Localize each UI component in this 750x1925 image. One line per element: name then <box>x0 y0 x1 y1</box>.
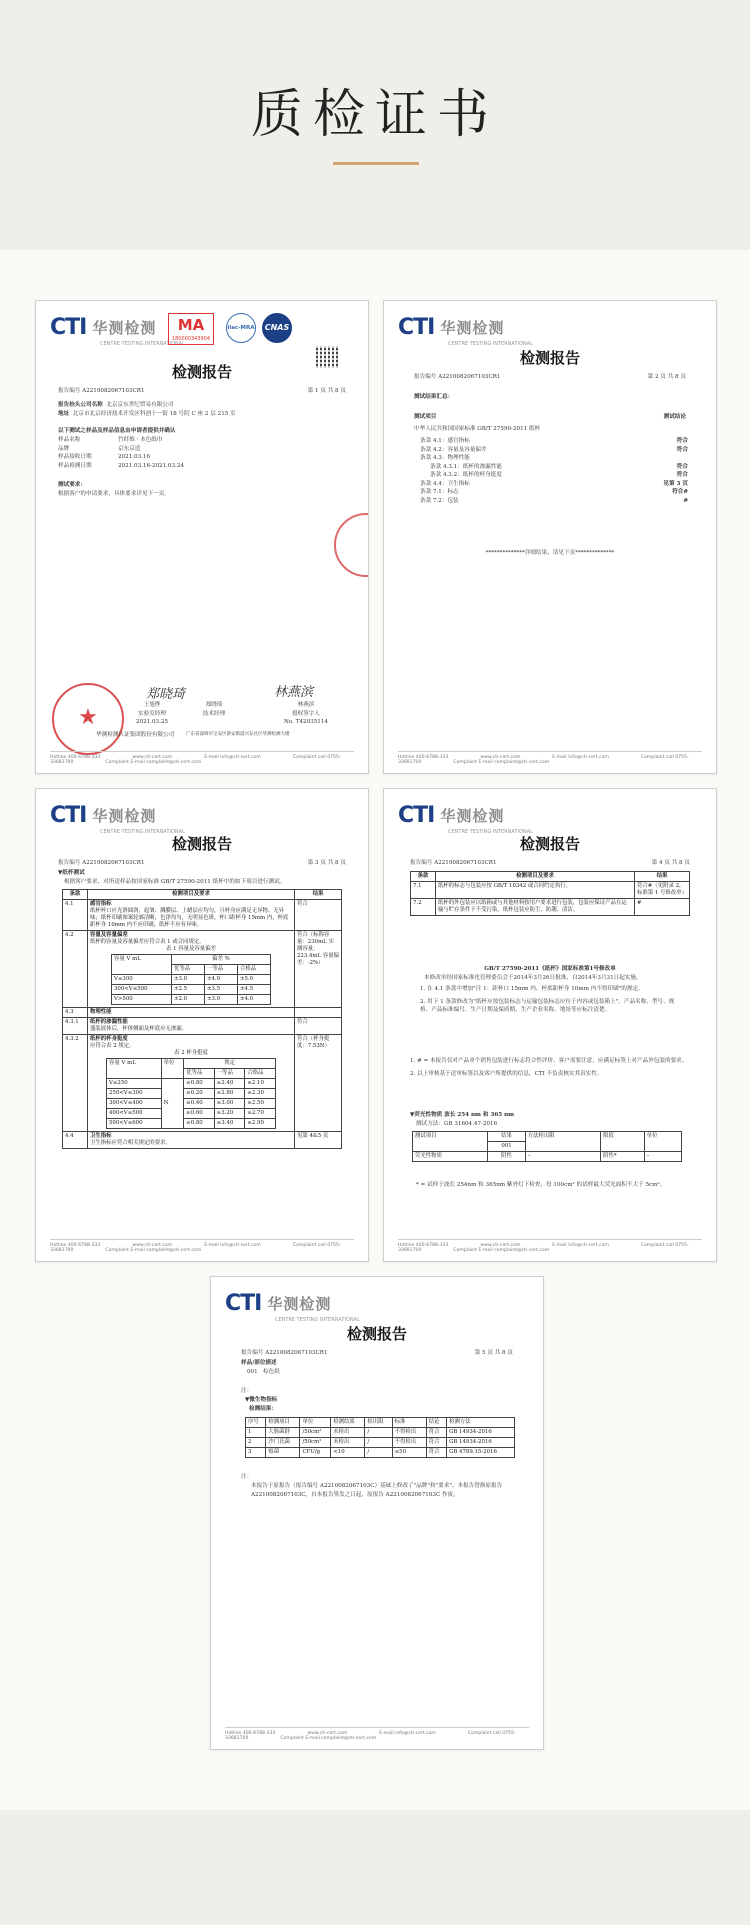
company-line: 华测检测认证集团股份有限公司 <box>96 732 175 738</box>
label-results-table: 条款 检测项目及要求 结果 7.1 纸杯的标志与包装应按 GB/T 10342 或合同约定执行。 符合#（见附录 2，标准第 1 号修改单） 7.2 纸杯的外包装应以纸箱或与其他材料按用户要求进行包装，包装应保证产品在运输与贮存条件下不受污染，纸杯包装应防尘、防潮、清洁。 # <box>410 871 690 916</box>
report-title: 检测报告 <box>519 349 580 367</box>
fluorescence-method: 测试方法：GB 31604.47-2016 <box>416 1121 498 1127</box>
report-number: 报告编号 A2210082067103CR1 <box>241 1350 328 1356</box>
table-row: 2 沙门氏菌 /50cm² 未检出 / 不得检出 符合 GB 14934-2016 <box>246 1438 515 1448</box>
report-page-3 <box>35 788 369 1262</box>
cti-logo-sub: CENTRE TESTING INTERNATIONAL <box>448 341 533 347</box>
report-footer: Hotline 400-6788-333 www.cti-cert.com E-mail info@cti-cert.com Complaint call 0755-33681700 Complaint E-mail complaint@cti-cert.com <box>225 1727 529 1741</box>
report-footer: Hotline 400-6788-333 www.cti-cert.com E-mail info@cti-cert.com Complaint call 0755-33681700 Complaint E-mail complaint@cti-cert.com <box>398 751 702 765</box>
page-number: 第 5 页 共 8 页 <box>474 1350 513 1356</box>
applicant-name: 北京京东世纪贸易有限公司 <box>106 402 174 408</box>
fluorescence-title: ▼荧光性物质 波长 254 nm 和 365 nm <box>410 1112 515 1118</box>
note-label: 注： <box>241 1388 253 1394</box>
report-number: 报告编号 A2210082067103CR1 <box>58 388 145 394</box>
report-footer: Hotline 400-6788-333 www.cti-cert.com E-mail info@cti-cert.com Complaint call 0755-33681700 Complaint E-mail complaint@cti-cert.com <box>50 751 354 765</box>
cti-logo: CTI 华测检测 <box>225 1290 332 1316</box>
table-row: 3 霉菌 CFU/g <10 / ≤50 符合 GB 4789.15-2016 <box>246 1448 515 1458</box>
requirement-text: 根据客户的申请要求，具体要求详见下一页。 <box>58 491 170 497</box>
report-number: 报告编号 A2210082067103CR1 <box>58 860 145 866</box>
report-number: 报告编号 A2210082067103CR1 <box>414 374 501 380</box>
amendment-items: 1. 在 4.1 条款中增加"注 1：距杯口 15mm 内，杯底距杯身 10mm 内不得印刷"的规定。 2. 用下 1 条款修改为"纸杯应按包装标志与运输包装标志应位于内容或包装箱上"。产品名称、型号、规格、产品标准编号、生产日期及保质期、生产企业名称、地址等应标注清楚。 <box>420 986 675 1013</box>
sample-label: 样品/部位描述 <box>241 1360 277 1366</box>
sample-info-title: 以下测试之样品及样品信息由申请者提供并确认 <box>58 428 176 434</box>
report-title: 检测报告 <box>171 835 232 853</box>
page-footer-band <box>0 1810 750 1925</box>
stiffness-table: 容量 V mL 单位 规定 优等品 一等品 合格品 V≤250 N ≥0.80 ≥2.40 ≥2.10 250<V≤300 ≥0.20 ≥2.80 ≥2.30 300<V≤400 ≥0.40 ≥3.00 ≥2.50 400<V≤500 ≥0.60 ≥3.20 ≥2.70 500<V≤600 ≥0.80 ≥3.40 ≥2.90 <box>106 1058 276 1129</box>
address-line: 广东省深圳市宝安区新安街道兴东社区华测检测大楼 <box>186 732 290 737</box>
signature-1: 郑晓琦 <box>146 687 186 702</box>
cma-badge: MA 180000343904 <box>168 313 214 345</box>
signer-2: 郑晓琦 技术经理 <box>202 702 226 717</box>
page-title: 质检证书 <box>250 85 499 145</box>
remark-label: 注： <box>241 1474 253 1480</box>
section-intro: 根据客户要求，对所送样品按国家标准 GB/T 27590-2011 纸杯中的如下项目进行测试。 <box>64 879 286 885</box>
cti-logo-sub: CENTRE TESTING INTERNATIONAL <box>100 829 185 835</box>
fluorescence-table: 测试项目 结果 方法检出限 限值 单位 001 荧光性物质 阴性 – 阴性* – <box>412 1131 682 1162</box>
capacity-table: 容量 V mL 偏差 % 优等品 一等品 合格品 V≤300 ±3.0 ±4.0 ±5.0 300<V≤500 ±2.5 ±3.5 ±4.5 V>500 ±2.0 ±3.0 ±4.0 <box>111 954 271 1005</box>
cti-logo: CTI 华测检测 <box>50 802 157 828</box>
signer-3: 林燕滨 授权签字人 No. T42035114 <box>284 702 328 725</box>
cti-logo-sub: CENTRE TESTING INTERNATIONAL <box>100 341 185 347</box>
report-page-1 <box>35 300 369 774</box>
signature-2: 林燕滨 <box>274 685 314 700</box>
amendment-intro: 本修改单经国家标准化管理委员会于2014年3月26日批准，自2014年3月31日起实施。 <box>424 975 642 981</box>
page-number: 第 3 页 共 8 页 <box>307 860 346 866</box>
page-number: 第 1 页 共 8 页 <box>307 388 346 394</box>
cti-logo: CTI 华测检测 <box>398 314 505 340</box>
cnas-logo: CNAS <box>262 313 292 343</box>
report-title: 检测报告 <box>346 1325 407 1343</box>
cti-logo: CTI 华测检测 <box>398 802 505 828</box>
page-header <box>0 0 750 250</box>
ilac-logo: ilac-MRA <box>226 313 256 343</box>
company-seal: ★ <box>52 683 124 755</box>
report-page-5 <box>210 1276 544 1750</box>
address-label: 地址 <box>58 411 70 417</box>
cti-logo-sub: CENTRE TESTING INTERNATIONAL <box>275 1317 360 1323</box>
report-title: 检测报告 <box>519 835 580 853</box>
report-footer: Hotline 400-6788-333 www.cti-cert.com E-mail info@cti-cert.com Complaint call 0755-33681700 Complaint E-mail complaint@cti-cert.com <box>50 1239 354 1253</box>
report-footer: Hotline 400-6788-333 www.cti-cert.com E-mail info@cti-cert.com Complaint call 0755-33681700 Complaint E-mail complaint@cti-cert.com <box>398 1239 702 1253</box>
page-number: 第 4 页 共 8 页 <box>651 860 690 866</box>
report-page-2 <box>383 300 717 774</box>
page-number: 第 2 页 共 8 页 <box>647 374 686 380</box>
standard-name: 中华人民共和国国家标准 GB/T 27590-2011 纸杯 <box>414 426 541 432</box>
address-value: 北京市北京经济技术开发区科创十一街 18 号院 C 座 2 层 215 室 <box>72 411 236 417</box>
report-number: 报告编号 A2210082067103CR1 <box>410 860 497 866</box>
test-title: ▼微生物指标 <box>245 1397 278 1403</box>
col-item: 测试项目 <box>414 414 437 420</box>
title-underline <box>333 162 419 165</box>
sample-info: 样品名称 竹纤维 · 本色纸巾 品牌 京东京造 样品接收日期 2021.03.16 样品检测日期 2021.03.16-2021.03.24 <box>58 437 184 469</box>
amendment-title: GB/T 27590-2011《纸杯》国家标准第1号修改单 <box>484 966 616 972</box>
report-title: 检测报告 <box>171 363 232 381</box>
remark-text: 本报告于原报告（报告编号 A2210082067103C）基础上修改了"品牌"和"要求"。本报告替换原报告 A2210082067103C，自本报告签发之日起，原报告 A2210082067103C 作废。 <box>251 1483 503 1498</box>
notes: 1. # = 本报告仅对产品单个销售包装进行标志符合性评价，客户需要注意，应满足标签上对产品外包装的要求。 2. 以上审核基于送审标签以及客户所提供的信息，CTI 不负责核实其真实性。 <box>410 1058 688 1077</box>
sample-number: 001 <box>247 1369 258 1375</box>
report-page-4 <box>383 788 717 1262</box>
sample-desc: 棕色纸 <box>263 1369 280 1375</box>
paper-cup-results-table: 条款 检测项目及要求 结果 4.1 感官指标 纸杯杯口应光滑圆润，起皱、溅膜层、上蜡层应均匀，且杯身应满足无异物、无异味；纸杯印刷图案轮廓清晰，色泽均匀，无明显色斑，杯口距杯身 15mm 内，杯底距杯身 10mm 内不应印刷，纸杯不应有异味。 符合 4.2 容量及容量偏差 纸杯的容量及容量偏差应符合表 1 或合同规定。 表 1 容量及容量偏差 容量 V mL 偏差 % 优等品 一等品 合格品 V≤300 ±3.0 ±4.0 ±5.0 300<V≤500 ±2.5 ±3.5 ±4.5 V>500 ±2.0 ±3.0 ±4.0 符合（标称容量：230mL 实测容量：223.4mL 容量偏差：-2%） 4.3 物理性能 4.3.1 纸杯的渗漏性能 盛装液体后，杯体侧面及杯底应无渗漏。 符合 4.3.2 纸杯的杯身挺度 应符合表 2 规定。 表 2 杯身挺度 容量 V mL 单位 规定 优等品 一等品 合格品 V≤250 N ≥0.80 ≥2.40 ≥2.10 250<V≤300 ≥0.20 ≥2.80 ≥2.30 300<V≤400 ≥0.40 ≥3.00 ≥2.50 400<V≤500 ≥0.60 ≥3.20 ≥2.70 500<V≤600 ≥0.80 ≥3.40 ≥2.90 符合（杯身挺度：7.53N） 4.4 卫生指标 卫生指标应符合相关规定的要求。 见第 4&5 页 <box>62 889 342 1149</box>
table-row: 1 大肠菌群 /50cm² 未检出 / 不得检出 符合 GB 14934-2016 <box>246 1428 515 1438</box>
summary-title: 测试结果汇总： <box>414 394 454 400</box>
applicant-label: 报告抬头公司名称 <box>58 402 103 408</box>
result-title: 检测结果： <box>249 1406 277 1412</box>
fluorescence-note: * = 试样于波长 254nm 和 365nm 紫外灯下检查，每 100cm² 的试样最大荧光面积不大于 5cm²。 <box>416 1182 666 1188</box>
cti-logo-sub: CENTRE TESTING INTERNATIONAL <box>448 829 533 835</box>
continued-note: **************详细结果，请见下页************** <box>485 550 615 556</box>
summary-list: 条款 4.1：感官指标 符合 条款 4.2：容量及容量偏差 符合 条款 4.3：物理性能 条款 4.3.1：纸杯的渗漏性能 符合 条款 4.3.2：纸杯的杯身挺度 符合 条款 4.4：卫生指标 见第 3 页 条款 7.1：标志 符合# 条款 7.2：包装 # <box>420 438 688 504</box>
section-title: ▼纸杯测试 <box>58 870 85 876</box>
signer-1: 王旭烨 实验室经理 2021.03.25 <box>135 702 169 725</box>
col-result: 测试结论 <box>663 414 686 420</box>
microbe-table: 序号 检测项目 单位 检测结果 检出限 标准 结论 检测方法 1 大肠菌群 /50cm² 未检出 / 不得检出 符合 GB 14934-2016 2 沙门氏菌 /50cm² 未检出 / 不得检出 符合 GB 14934-2016 3 霉菌 CFU/g <10 / ≤50 符合 GB 4789.15-2016 <box>245 1417 515 1458</box>
red-seal-edge <box>334 513 369 577</box>
requirement-title: 测试要求： <box>58 482 86 488</box>
cti-logo: CTI 华测检测 <box>50 314 157 340</box>
